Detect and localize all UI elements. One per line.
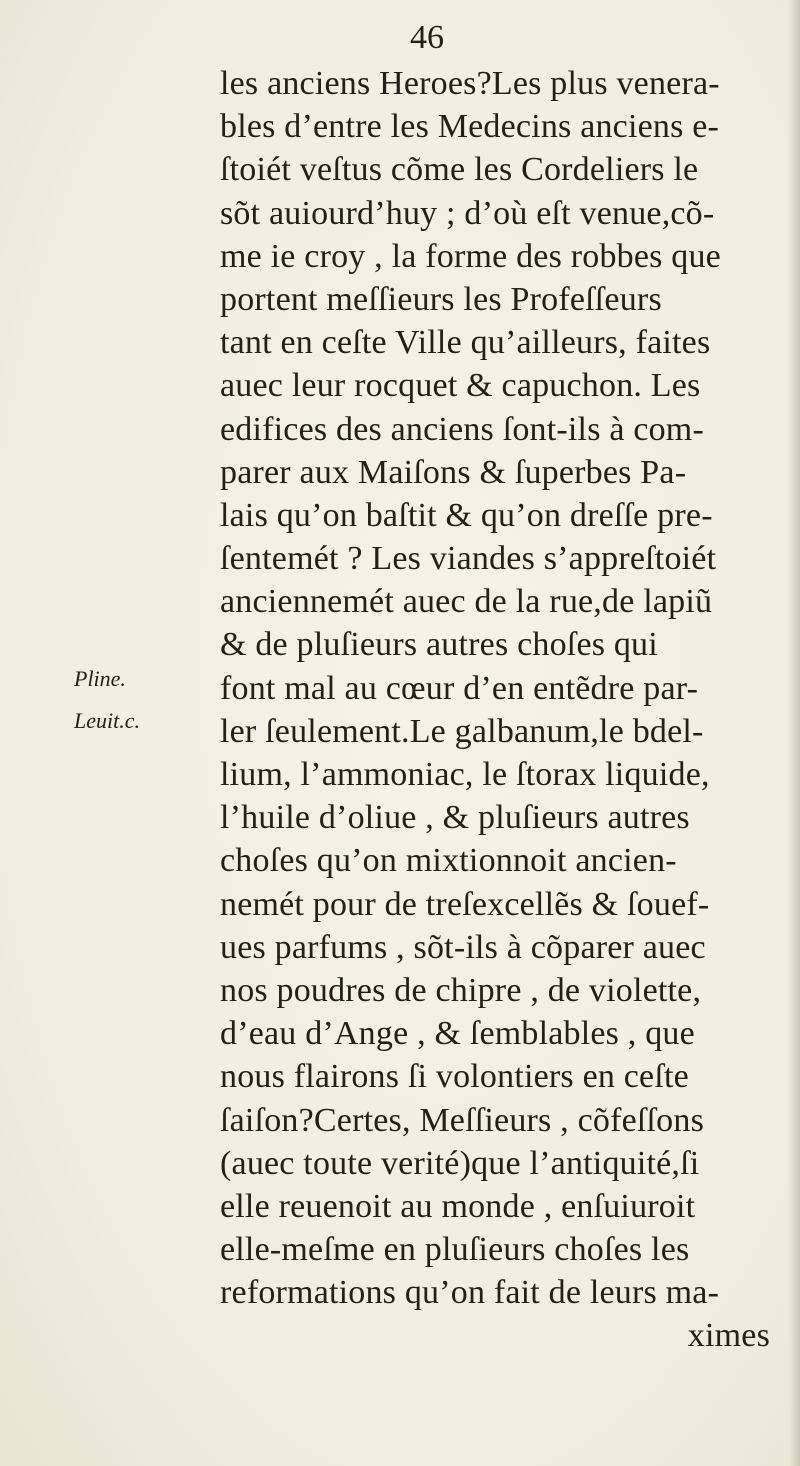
text-line: ſaiſon?Certes, Meſſieurs , cõfeſſons [220,1101,705,1139]
text-line: les anciens Heroes?Les plus venera- [220,65,720,102]
text-line: nous flairons ſi volontiers en ceſte [220,1058,689,1096]
body-text [220,62,780,1358]
text-line: font mal au cœur d’en entẽdre par- [220,669,699,707]
text-line: choſes qu’on mixtionnoit ancien- [220,842,677,880]
text-line: anciennemét auec de la rue,de lapiũ [220,583,713,621]
text-line: nos poudres de chipre , de violette, [220,971,702,1009]
text-line: me ie croy , la forme des robbes que [220,237,721,275]
page-number: 46 [410,19,444,56]
text-line: lais qu’on baſtit & qu’on dreſſe pre- [220,496,713,534]
text-line: portent meſſieurs les Profeſſeurs [220,280,662,318]
margin-note-leuit: Leuit.c. [74,708,140,733]
text-line: ſtoiét veſtus cõme les Cordeliers le [220,151,699,189]
page-edge [788,0,800,1466]
text-line: parer aux Maiſons & ſuperbes Pa- [220,453,687,491]
text-line: nemét pour de treſexcellẽs & ſouef- [220,885,710,923]
text-line: d’eau d’Ange , & ſemblables , que [220,1015,695,1053]
catchword: ximes [687,1317,770,1355]
text-line: sõt auiourd’huy ; d’où eſt venue,cõ- [220,194,715,232]
text-line: edifices des anciens ſont-ils à com- [220,410,704,448]
text-line: tant en ceſte Ville qu’ailleurs, faites [220,324,711,362]
text-line: elle-meſme en pluſieurs choſes les [220,1231,690,1269]
text-line: reformations qu’on fait de leurs ma- [220,1274,720,1312]
margin-note-pline: Pline. [74,666,126,691]
text-line: ler ſeulement.Le galbanum,le bdel- [220,712,704,750]
text-line: auec leur rocquet & capuchon. Les [220,367,701,405]
text-line: (auec toute verité)que l’antiquité,ſi [220,1144,700,1182]
text-line: elle reuenoit au monde , enſuiuroit [220,1187,696,1225]
text-line: ſentemét ? Les viandes s’appreſtoiét [220,540,717,578]
text-line: & de pluſieurs autres choſes qui [220,626,658,664]
text-line: bles d’entre les Medecins anciens e- [220,108,720,146]
text-line: lium, l’ammoniac, le ſtorax liquide, [220,756,710,793]
text-line: ues parfums , sõt-ils à cõparer auec [220,928,706,966]
text-line: l’huile d’oliue , & pluſieurs autres [220,799,690,837]
